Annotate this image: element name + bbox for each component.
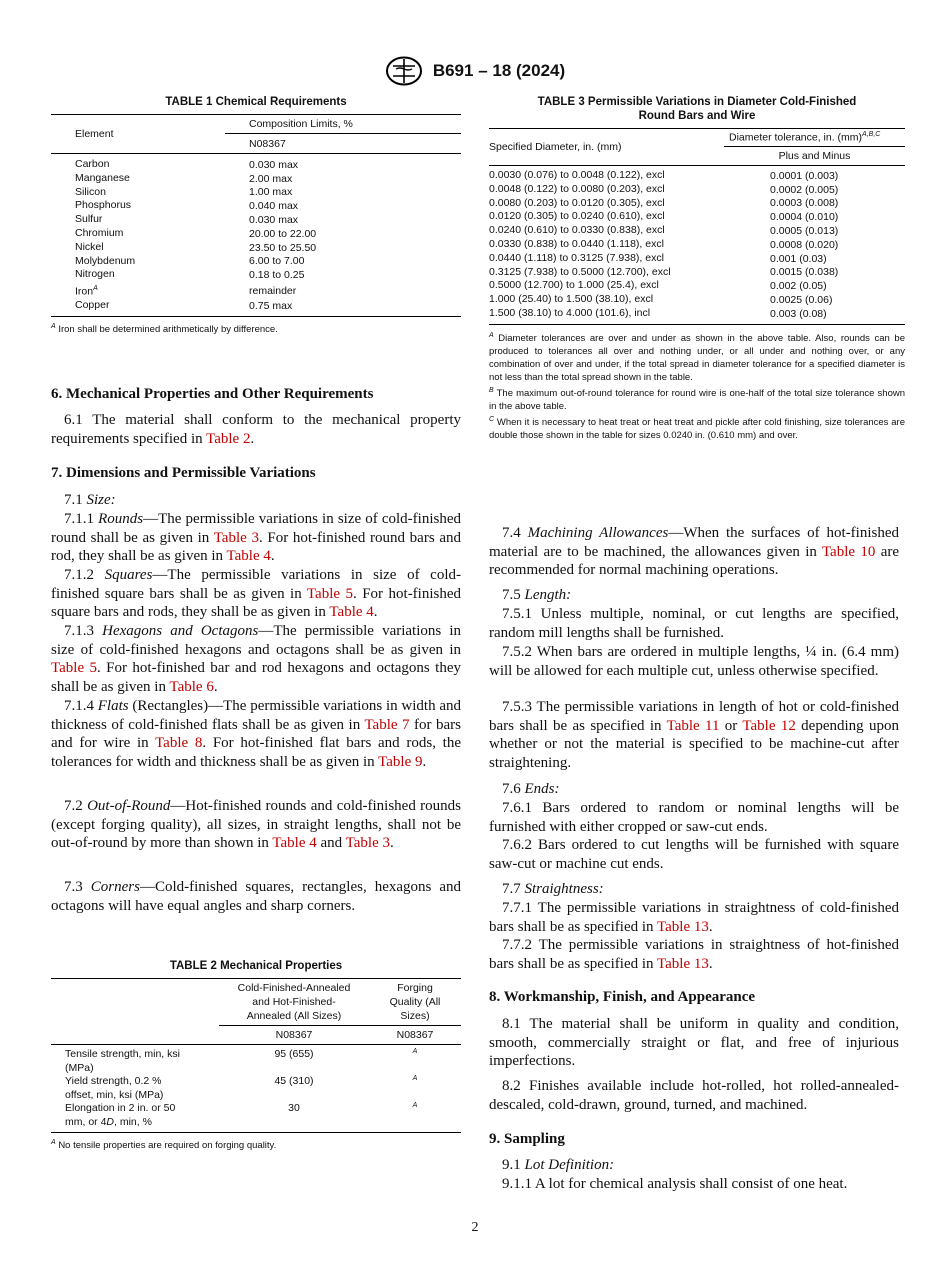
table-row: Elongation in 2 in. or 50 mm, or 4D, min, % 30 $^A$ xyxy=(65,1102,418,1128)
para-7-5-3: 7.5.3 The permissible variations in length of hot or cold-finished bars shall be as specified in Table 11 or Table 12 depending upon whether or not the material is specified to be machine-cut after straightening. xyxy=(489,699,900,772)
table-row: Nitrogen 0.18 to 0.25 xyxy=(75,268,305,282)
para-7-5: 7.5 Length: xyxy=(502,587,572,603)
table1-footnote: $^A$ Iron shall be determined arithmetically by difference. xyxy=(51,323,278,336)
table-13-link[interactable]: Table 13 xyxy=(657,955,709,972)
table-3-link[interactable]: Table 3 xyxy=(345,835,390,852)
table1-header-limits: Composition Limits, % xyxy=(225,115,461,134)
table-2-link[interactable]: Table 2 xyxy=(206,430,251,447)
para-8-1: 8.1 The material shall be uniform in quality and condition, smooth, commercially straight or flat, and free of injurious imperfections. xyxy=(489,1016,899,1070)
table2-caption: TABLE 2 Mechanical Properties xyxy=(169,960,343,972)
table3-footnote-c: $^C$ When it is necessary to heat treat or heat treat and pickle after cold finishing, size tolerances are double those shown in the table for sizes 0.0240 in. (0.610 mm) and over. xyxy=(489,416,905,442)
table-row: Yield strength, 0.2 % offset, min, ksi (MPa) 45 (310) $^A$ xyxy=(65,1075,418,1101)
table-5-link[interactable]: Table 5 xyxy=(51,660,98,677)
table-row: 0.0120 (0.305) to 0.0240 (0.610), excl 0.0004 (0.010) xyxy=(489,210,839,224)
table3-header-tolerance: Diameter tolerance, in. (mm)$^{A,B,C}$ xyxy=(724,129,905,147)
para-9-1-1: 9.1.1 A lot for chemical analysis shall consist of one heat. xyxy=(502,1176,848,1192)
table-row: 0.0080 (0.203) to 0.0120 (0.305), excl 0.0003 (0.008) xyxy=(489,196,839,210)
table-row: 0.3125 (7.938) to 0.5000 (12.700), excl 0.0015 (0.038) xyxy=(489,265,839,279)
section-7-heading: 7. Dimensions and Permissible Variations xyxy=(51,465,316,481)
table-row: Copper 0.75 max xyxy=(75,299,293,313)
table-9-link[interactable]: Table 9 xyxy=(378,754,423,771)
para-7-6: 7.6 Ends: xyxy=(502,781,560,797)
section-6-heading: 6. Mechanical Properties and Other Requirements xyxy=(51,386,374,402)
table1-header-grade: N08367 xyxy=(249,137,286,150)
page-number: 2 xyxy=(471,1220,479,1235)
table-row: Chromium 20.00 to 22.00 xyxy=(75,226,317,240)
table1-header-element: Element xyxy=(75,128,114,140)
table-4-link[interactable]: Table 4 xyxy=(226,548,271,565)
table-4-link[interactable]: Table 4 xyxy=(272,835,317,852)
table3-grid: Specified Diameter, in. (mm) Diameter tolerance, in. (mm)$^{A,B,C}$ Plus and Minus 0.0030 (0.076) to 0.0048 (0.122), excl 0.0001 (0.003) 0.0048 (0.122) to 0.0080 (0.203), excl 0.0002 (0.005) 0.0080 (0.203) to 0.0120 (0.305), excl 0.0003 (0.008) 0.0120 (0.305) to 0.0240 (0.610), excl 0.0004 (0.010) 0.0240 (0.610) to 0.0330 (0.838), excl 0.0005 (0.013) 0.0330 (0.838) to 0.0440 (1.118), excl 0.0008 (0.020) 0.0440 (1.118) to 0.3125 (7.938), excl 0.001 (0.03) 0.3125 (7.938) to 0.5000 (12.700), excl 0.0015 (0.038) 0.5000 (12.700) to 1.000 (25.4), excl 0.002 (0.05) 1.000 (25.40) to 1.500 (38.10), excl 0.0025 (0.06) 1.500 (38.10) to 4.000 (101.6), incl 0.003 (0.08) xyxy=(489,128,905,325)
para-7-2: 7.2 Out-of-Round—Hot-finished rounds and cold-finished rounds (except forging quality), all sizes, in straight lengths, shall not be out-of-round by more than shown in Table 4 and Table 3. xyxy=(51,798,461,852)
table3-caption: TABLE 3 Permissible Variations in Diameter Cold-Finished Round Bars and Wire xyxy=(537,96,857,122)
para-7-6-2: 7.6.2 Bars ordered to cut lengths will be furnished with square saw-cut or machine cut ends. xyxy=(489,837,899,872)
table-8-link[interactable]: Table 8 xyxy=(155,735,203,752)
table3-footnote-b: $^B$ The maximum out-of-round tolerance for round wire is one-half of the total size tolerance shown in the above table. xyxy=(489,386,905,413)
table3-header-diameter: Specified Diameter, in. (mm) xyxy=(489,141,622,153)
table-row: 0.0048 (0.122) to 0.0080 (0.203), excl 0.0002 (0.005) xyxy=(489,182,839,196)
table-row: 0.0240 (0.610) to 0.0330 (0.838), excl 0.0005 (0.013) xyxy=(489,224,839,238)
table-row: Phosphorus 0.040 max xyxy=(75,199,299,213)
table-5-link[interactable]: Table 5 xyxy=(306,585,353,602)
para-7-5-1: 7.5.1 Unless multiple, nominal, or cut lengths are specified, random mill lengths shall be furnished. xyxy=(489,606,899,641)
para-7-4: 7.4 Machining Allowances—When the surfaces of hot-finished material are to be machined, the allowances given in Table 10 are recommended for normal machining operations. xyxy=(489,525,900,579)
para-7-7-2: 7.7.2 The permissible variations in straightness of hot-finished bars shall be as specified in Table 13. xyxy=(489,937,899,972)
para-7-1-4: 7.1.4 Flats (Rectangles)—The permissible variations in width and thickness of cold-finished flats shall be as given in Table 7 for bars and for wire in Table 8. For hot-finished flat bars and rods, the tolerances for width and thickness shall be as given in Table 9. xyxy=(51,698,462,771)
section-9-heading: 9. Sampling xyxy=(489,1131,565,1147)
table1-caption: TABLE 1 Chemical Requirements xyxy=(165,96,347,108)
para-9-1: 9.1 Lot Definition: xyxy=(502,1157,615,1173)
para-7-7-1: 7.7.1 The permissible variations in straightness of cold-finished bars shall be as specified in Table 13. xyxy=(489,900,899,935)
table2-footnote: $^A$ No tensile properties are required on forging quality. xyxy=(51,1139,277,1152)
table2-col2-header: Forging Quality (All Sizes) xyxy=(389,982,441,1022)
table-row: 0.5000 (12.700) to 1.000 (25.4), excl 0.002 (0.05) xyxy=(489,279,827,293)
table-row: Molybdenum 6.00 to 7.00 xyxy=(75,254,305,268)
para-7-6-1: 7.6.1 Bars ordered to random or nominal lengths will be furnished with either cropped or saw-cut ends. xyxy=(489,800,899,835)
table-row: Carbon 0.030 max xyxy=(75,158,299,171)
table-row: 1.000 (25.40) to 1.500 (38.10), excl 0.0025 (0.06) xyxy=(489,293,833,307)
table1-grid xyxy=(51,114,461,317)
para-7-3: 7.3 Corners—Cold-finished squares, rectangles, hexagons and octagons will have equal angles and sharp corners. xyxy=(51,879,461,914)
table-row: 1.500 (38.10) to 4.000 (101.6), incl 0.003 (0.08) xyxy=(489,306,827,320)
table-row: Manganese 2.00 max xyxy=(75,171,293,185)
para-8-2: 8.2 Finishes available include hot-rolled, hot rolled-annealed-descaled, cold-drawn, ground, turned, and machined. xyxy=(489,1078,899,1113)
astm-logo-icon xyxy=(385,56,423,86)
table-row: Silicon 1.00 max xyxy=(75,185,293,199)
para-7-7: 7.7 Straightness: xyxy=(502,881,604,897)
document-designation: B691 – 18 (2024) xyxy=(432,61,566,80)
para-7-1-1: 7.1.1 Rounds—The permissible variations in size of cold-finished round shall be as given in Table 3. For hot-finished round bars and rod, they shall be as given in Table 4. xyxy=(51,511,461,565)
table-row: 0.0330 (0.838) to 0.0440 (1.118), excl 0.0008 (0.020) xyxy=(489,237,839,251)
para-7-1: 7.1 Size: xyxy=(64,492,116,508)
table-row: 0.0030 (0.076) to 0.0048 (0.122), excl 0.0001 (0.003) xyxy=(489,169,839,182)
page-header xyxy=(0,56,950,86)
table-row: Nickel 23.50 to 25.50 xyxy=(75,240,317,254)
table3 xyxy=(489,95,905,442)
table-4-link[interactable]: Table 4 xyxy=(329,604,374,621)
table-13-link[interactable]: Table 13 xyxy=(657,918,709,935)
table-row: 0.0440 (1.118) to 0.3125 (7.938), excl 0.001 (0.03) xyxy=(489,251,827,265)
table-10-link[interactable]: Table 10 xyxy=(821,543,876,560)
table2-col1-header: Cold-Finished-Annealed and Hot-Finished-Annealed (All Sizes) xyxy=(237,982,351,1022)
table-row: Tensile strength, min, ksi (MPa) 95 (655) $^A$ xyxy=(65,1048,418,1074)
table-11-link[interactable]: Table 11 xyxy=(666,717,720,734)
table-6-link[interactable]: Table 6 xyxy=(169,679,214,696)
table2-grid: Cold-Finished-Annealed and Hot-Finished-Annealed (All Sizes) Forging Quality (All Sizes) N08367 N08367 Tensile strength, min, ksi (MPa) 95 (655) $^A$ Yield strength, 0.2 % offset, min, ksi (MPa) 45 (310) $^A$ Elongation in 2 in. or 50 mm, or 4D, min, % 30 $^A$ xyxy=(51,978,461,1133)
section-8-heading: 8. Workmanship, Finish, and Appearance xyxy=(489,989,756,1005)
table1 xyxy=(51,95,461,336)
para-7-5-2: 7.5.2 When bars are ordered in multiple lengths, ¼ in. (6.4 mm) will be allowed for each multiple cut, unless otherwise specified. xyxy=(489,644,899,679)
table-3-link[interactable]: Table 3 xyxy=(213,529,259,546)
table2 xyxy=(51,959,461,1152)
table-7-link[interactable]: Table 7 xyxy=(364,716,410,733)
para-7-1-3: 7.1.3 Hexagons and Octagons—The permissible variations in size of cold-finished hexagons and octagons shall be as given in Table 5. For hot-finished bar and rod hexagons and octagons they shall be as given in Table 6. xyxy=(51,623,462,696)
table-row: Iron$^A$ remainder xyxy=(75,284,297,298)
table3-footnote-a: $^A$ Diameter tolerances are over and under as shown in the above table. Also, rounds can be produced to tolerances all over and nothing under, or all under and nothing over, or any combination of over and under, if the total spread in diameter tolerance for a specified diameter is not less than the total spread shown in the table. xyxy=(489,331,905,383)
table-row: Sulfur 0.030 max xyxy=(75,213,299,227)
para-6-1: 6.1 The material shall conform to the mechanical property requirements specified in Table 2. xyxy=(51,412,461,447)
para-7-1-2: 7.1.2 Squares—The permissible variations in size of cold-finished square bars shall be as given in Table 5. For hot-finished square bars and rods, they shall be as given in Table 4. xyxy=(51,567,462,621)
table-12-link[interactable]: Table 12 xyxy=(742,717,796,734)
